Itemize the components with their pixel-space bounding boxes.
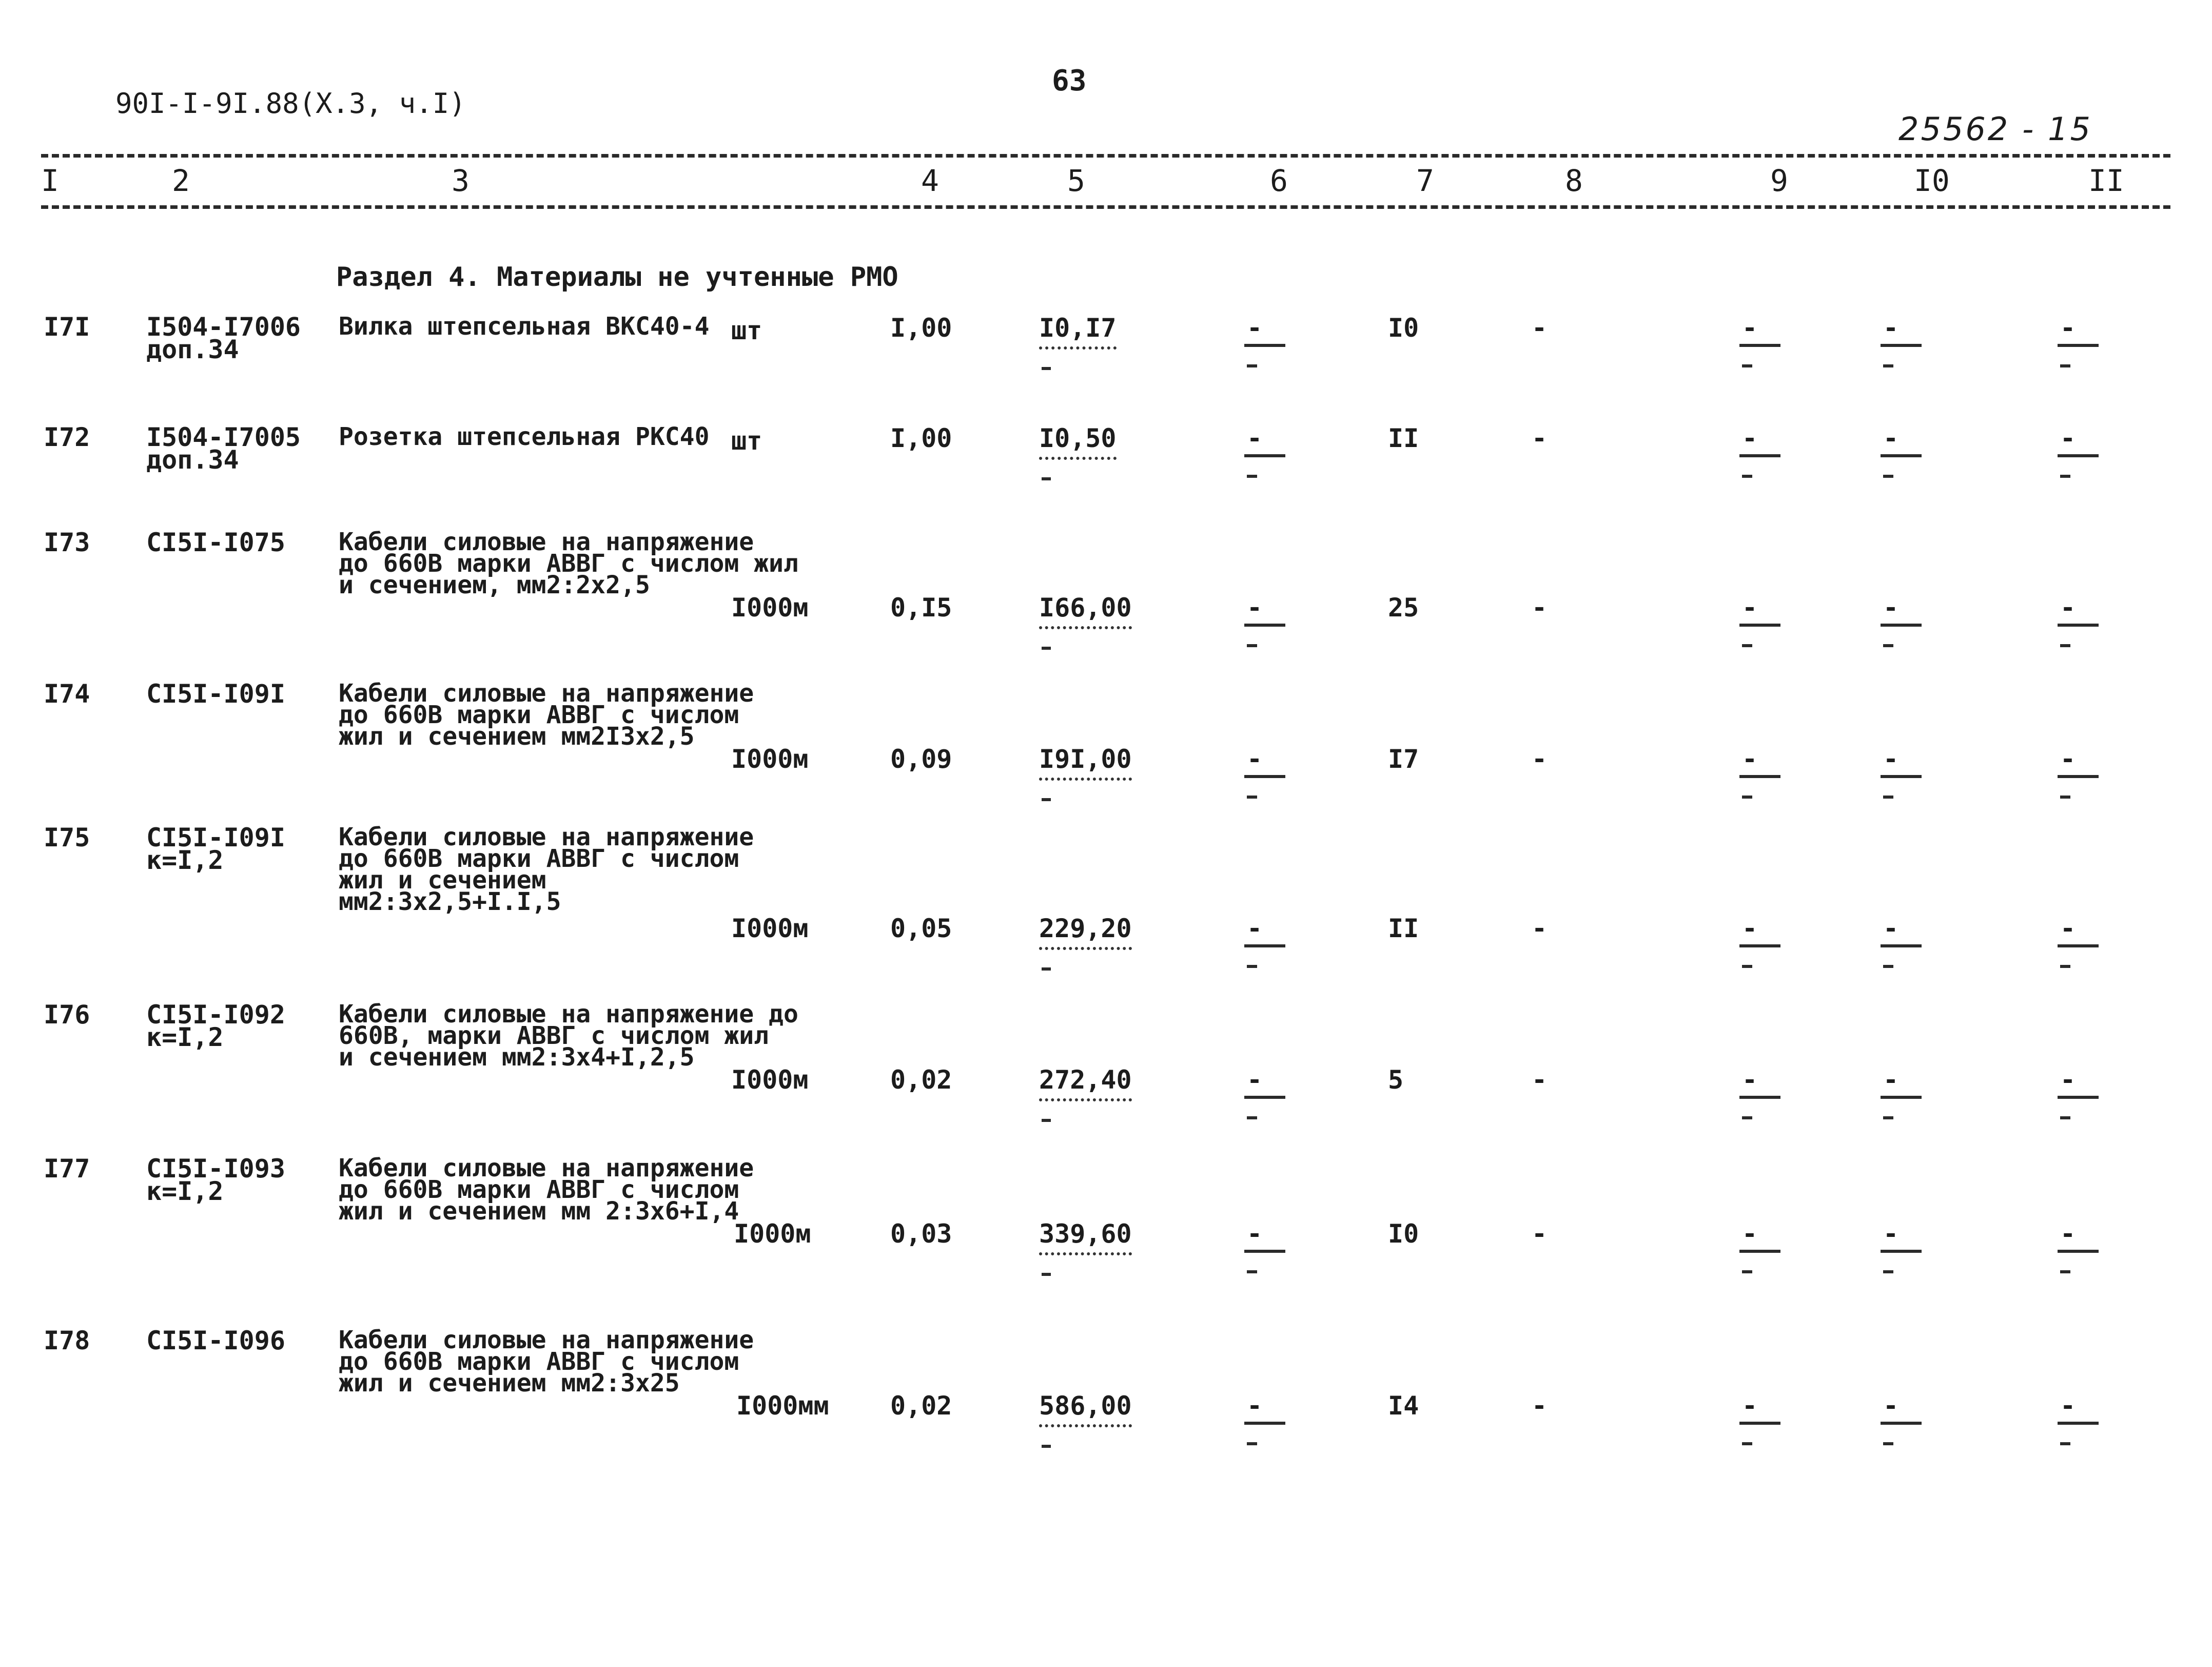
cell-qty: 0,02 xyxy=(890,1391,952,1421)
cell-desc: Розетка штепсельная РКС40 xyxy=(339,422,710,451)
cell-c10: - xyxy=(1883,1219,1899,1249)
underline-dash xyxy=(1739,1250,1780,1253)
cell-qty: 0,03 xyxy=(890,1219,952,1249)
cell-c10: - xyxy=(1883,1391,1899,1421)
cell-c9: - xyxy=(1742,313,1758,343)
header-top-rule xyxy=(41,154,2170,158)
cell-c8: - xyxy=(1532,744,1548,774)
cell-c7: I0 xyxy=(1388,1219,1419,1249)
underline-dot xyxy=(1247,1442,1257,1445)
underline-dash xyxy=(2058,624,2099,627)
price-dot xyxy=(1042,1273,1051,1276)
price-dot xyxy=(1042,798,1051,801)
cell-c7: I0 xyxy=(1388,313,1419,343)
col-header-3: 3 xyxy=(452,163,469,198)
underline-dash xyxy=(1881,1422,1922,1425)
underline-dash xyxy=(2058,454,2099,457)
cell-qty: 0,09 xyxy=(890,744,952,774)
cell-price: 272,40 xyxy=(1039,1068,1132,1101)
cell-code: СI5I-I096 xyxy=(146,1326,285,1355)
underline-dot xyxy=(1742,1270,1752,1273)
underline-dash xyxy=(1739,1422,1780,1425)
cell-c8: - xyxy=(1532,1391,1548,1421)
underline-dash xyxy=(1244,624,1285,627)
cell-qty: 0,02 xyxy=(890,1065,952,1095)
cell-c10: - xyxy=(1883,1065,1899,1095)
cell-c7: I7 xyxy=(1388,744,1419,774)
cell-unit: шт xyxy=(731,426,762,456)
col-header-7: 7 xyxy=(1416,163,1434,198)
cell-price: 339,60 xyxy=(1039,1222,1132,1255)
underline-dash xyxy=(1881,454,1922,457)
underline-dot xyxy=(1742,1116,1752,1119)
price-dot xyxy=(1042,1445,1051,1448)
cell-num: I77 xyxy=(44,1154,90,1184)
cell-price: I0,50 xyxy=(1039,426,1117,460)
underline-dot xyxy=(2060,475,2070,478)
underline-dot xyxy=(1742,965,1752,968)
underline-dot xyxy=(2060,1116,2070,1119)
col-header-5: 5 xyxy=(1067,163,1085,198)
cell-c11: - xyxy=(2060,914,2076,943)
cell-c10: - xyxy=(1883,313,1899,343)
cell-c8: - xyxy=(1532,914,1548,943)
underline-dash xyxy=(1739,944,1780,947)
cell-price: 586,00 xyxy=(1039,1393,1132,1427)
cell-unit: I000м xyxy=(734,1219,811,1249)
cell-desc: Кабели силовые на напряжение до 660В марки АВВГ с числом жил и сечением, мм2:2х2,5 xyxy=(339,528,798,599)
underline-dot xyxy=(1883,1116,1893,1119)
underline-dot xyxy=(1883,965,1893,968)
cell-price: I66,00 xyxy=(1039,595,1132,629)
handwritten-number: 25562 - 15 xyxy=(1898,110,2092,148)
cell-qty: 0,I5 xyxy=(890,593,952,623)
underline-dot xyxy=(2060,796,2070,799)
cell-c9: - xyxy=(1742,914,1758,943)
underline-dot xyxy=(1883,644,1893,647)
cell-unit: I000м xyxy=(731,593,809,623)
cell-unit: I000м xyxy=(731,744,809,774)
cell-num: I7I xyxy=(44,312,90,342)
underline-dash xyxy=(1881,1250,1922,1253)
underline-dash xyxy=(1739,624,1780,627)
underline-dash xyxy=(1244,944,1285,947)
underline-dot xyxy=(1247,796,1257,799)
underline-dot xyxy=(2060,1442,2070,1445)
cell-desc: Кабели силовые на напряжение до 660В марки АВВГ с числом жил и сечением мм2:3х2,5+I.I,5 xyxy=(339,823,754,916)
cell-c9: - xyxy=(1742,1065,1758,1095)
cell-c8: - xyxy=(1532,313,1548,343)
cell-c7: I4 xyxy=(1388,1391,1419,1421)
underline-dash xyxy=(2058,344,2099,347)
cell-c11: - xyxy=(2060,1065,2076,1095)
price-dot xyxy=(1042,1119,1051,1122)
cell-num: I78 xyxy=(44,1326,90,1355)
cell-c6: - xyxy=(1247,914,1263,943)
cell-code: I504-I7006 доп.34 xyxy=(146,312,301,364)
underline-dot xyxy=(1742,644,1752,647)
cell-desc: Кабели силовые на напряжение до 660В, марки АВВГ с числом жил и сечением мм2:3х4+I,2,5 xyxy=(339,1000,798,1072)
cell-desc: Вилка штепсельная ВКС40-4 xyxy=(339,312,710,341)
page-number: 63 xyxy=(1052,64,1087,98)
header-bottom-rule xyxy=(41,205,2170,209)
col-header-9: 9 xyxy=(1770,163,1788,198)
cell-num: I72 xyxy=(44,422,90,452)
col-header-10: I0 xyxy=(1914,163,1950,198)
cell-c6: - xyxy=(1247,593,1263,623)
underline-dash xyxy=(1881,624,1922,627)
underline-dot xyxy=(1742,475,1752,478)
cell-c10: - xyxy=(1883,423,1899,453)
cell-c11: - xyxy=(2060,593,2076,623)
underline-dot xyxy=(2060,364,2070,367)
cell-c8: - xyxy=(1532,593,1548,623)
underline-dot xyxy=(1247,1270,1257,1273)
cell-qty: I,00 xyxy=(890,313,952,343)
cell-code: СI5I-I075 xyxy=(146,528,285,557)
underline-dot xyxy=(1883,364,1893,367)
underline-dash xyxy=(1244,454,1285,457)
col-header-8: 8 xyxy=(1565,163,1583,198)
price-dot xyxy=(1042,967,1051,971)
price-dot xyxy=(1042,367,1051,370)
cell-c6: - xyxy=(1247,1219,1263,1249)
cell-num: I75 xyxy=(44,823,90,852)
cell-c8: - xyxy=(1532,1065,1548,1095)
cell-code: I504-I7005 доп.34 xyxy=(146,422,301,475)
cell-desc: Кабели силовые на напряжение до 660В марки АВВГ с числом жил и сечением мм 2:3х6+I,4 xyxy=(339,1154,754,1226)
underline-dash xyxy=(1739,1096,1780,1099)
underline-dash xyxy=(1244,1422,1285,1425)
underline-dash xyxy=(1881,944,1922,947)
underline-dash xyxy=(1881,344,1922,347)
underline-dash xyxy=(2058,1422,2099,1425)
cell-unit: I000м xyxy=(731,914,809,943)
cell-c7: II xyxy=(1388,914,1419,943)
cell-c9: - xyxy=(1742,593,1758,623)
col-header-2: 2 xyxy=(172,163,190,198)
cell-price: 229,20 xyxy=(1039,916,1132,950)
underline-dot xyxy=(1883,1270,1893,1273)
cell-price: I0,I7 xyxy=(1039,316,1117,350)
underline-dot xyxy=(1883,1442,1893,1445)
cell-c6: - xyxy=(1247,1065,1263,1095)
underline-dot xyxy=(1247,1116,1257,1119)
cell-c9: - xyxy=(1742,1391,1758,1421)
cell-unit: шт xyxy=(731,316,762,345)
price-dot xyxy=(1042,477,1051,480)
cell-code: СI5I-I09I к=I,2 xyxy=(146,823,285,875)
underline-dash xyxy=(1244,1250,1285,1253)
underline-dash xyxy=(2058,775,2099,778)
price-dot xyxy=(1042,647,1051,650)
cell-num: I73 xyxy=(44,528,90,557)
cell-c8: - xyxy=(1532,1219,1548,1249)
underline-dash xyxy=(2058,1250,2099,1253)
document-code: 90I-I-9I.88(X.3, ч.I) xyxy=(115,87,466,120)
col-header-6: 6 xyxy=(1270,163,1288,198)
cell-num: I74 xyxy=(44,679,90,709)
col-header-1: I xyxy=(41,163,59,198)
cell-c10: - xyxy=(1883,593,1899,623)
underline-dash xyxy=(2058,1096,2099,1099)
section-title: Раздел 4. Материалы не учтенные РМО xyxy=(336,262,898,293)
underline-dash xyxy=(1739,344,1780,347)
underline-dash xyxy=(1881,1096,1922,1099)
cell-price: I9I,00 xyxy=(1039,747,1132,781)
cell-c9: - xyxy=(1742,1219,1758,1249)
underline-dot xyxy=(1247,475,1257,478)
col-header-11: II xyxy=(2088,163,2124,198)
underline-dot xyxy=(2060,965,2070,968)
cell-c10: - xyxy=(1883,914,1899,943)
underline-dot xyxy=(1742,364,1752,367)
underline-dash xyxy=(1739,775,1780,778)
cell-desc: Кабели силовые на напряжение до 660В марки АВВГ с числом жил и сечением мм2:3х25 xyxy=(339,1326,754,1398)
cell-unit: I000м xyxy=(731,1065,809,1095)
cell-c7: 5 xyxy=(1388,1065,1404,1095)
underline-dash xyxy=(1881,775,1922,778)
cell-desc: Кабели силовые на напряжение до 660В марки АВВГ с числом жил и сечением мм2I3х2,5 xyxy=(339,679,754,751)
underline-dash xyxy=(2058,944,2099,947)
underline-dot xyxy=(2060,1270,2070,1273)
cell-unit: I000мм xyxy=(736,1391,829,1421)
underline-dash xyxy=(1739,454,1780,457)
col-header-4: 4 xyxy=(921,163,939,198)
cell-c11: - xyxy=(2060,1391,2076,1421)
cell-c6: - xyxy=(1247,1391,1263,1421)
cell-qty: I,00 xyxy=(890,423,952,453)
cell-c11: - xyxy=(2060,1219,2076,1249)
cell-c11: - xyxy=(2060,423,2076,453)
cell-c7: II xyxy=(1388,423,1419,453)
underline-dot xyxy=(2060,644,2070,647)
cell-c9: - xyxy=(1742,423,1758,453)
underline-dash xyxy=(1244,775,1285,778)
cell-c7: 25 xyxy=(1388,593,1419,623)
cell-code: СI5I-I093 к=I,2 xyxy=(146,1154,285,1206)
cell-c9: - xyxy=(1742,744,1758,774)
cell-code: СI5I-I092 к=I,2 xyxy=(146,1000,285,1052)
cell-num: I76 xyxy=(44,1000,90,1030)
underline-dot xyxy=(1742,1442,1752,1445)
cell-c11: - xyxy=(2060,313,2076,343)
underline-dash xyxy=(1244,1096,1285,1099)
underline-dot xyxy=(1247,644,1257,647)
underline-dot xyxy=(1883,796,1893,799)
underline-dot xyxy=(1883,475,1893,478)
cell-c8: - xyxy=(1532,423,1548,453)
underline-dash xyxy=(1244,344,1285,347)
underline-dot xyxy=(1247,965,1257,968)
cell-c11: - xyxy=(2060,744,2076,774)
underline-dot xyxy=(1247,364,1257,367)
cell-c6: - xyxy=(1247,423,1263,453)
cell-c6: - xyxy=(1247,313,1263,343)
underline-dot xyxy=(1742,796,1752,799)
cell-code: СI5I-I09I xyxy=(146,679,285,709)
cell-c10: - xyxy=(1883,744,1899,774)
cell-c6: - xyxy=(1247,744,1263,774)
cell-qty: 0,05 xyxy=(890,914,952,943)
